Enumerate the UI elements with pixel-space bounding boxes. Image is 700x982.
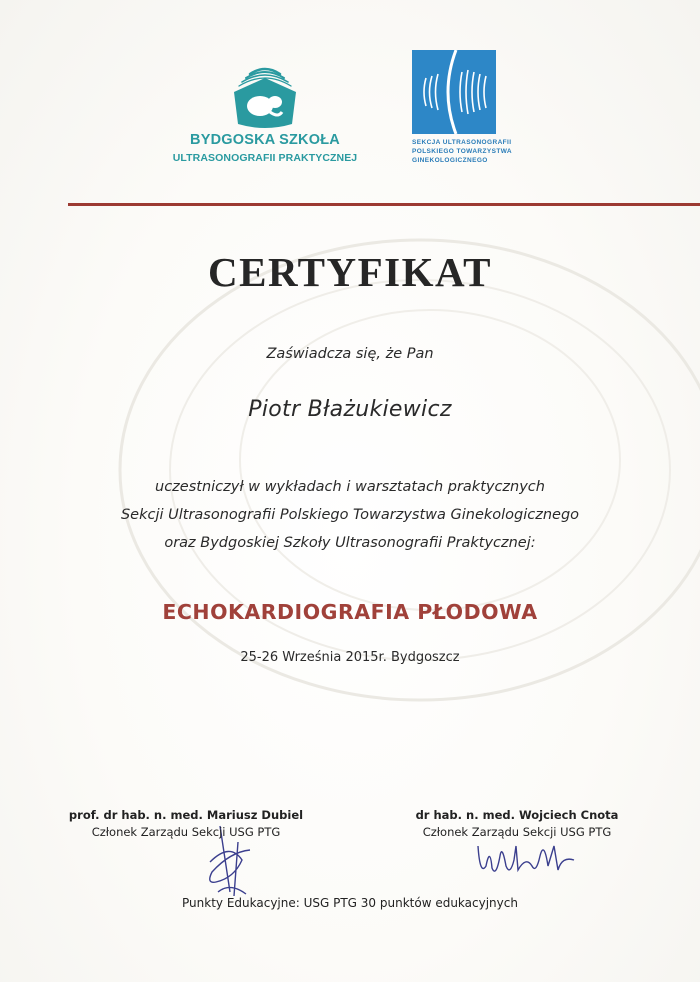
logo-subtitle: ULTRASONOGRAFII PRAKTYCZNEJ (172, 152, 358, 164)
logo-title: BYDGOSKA SZKOŁA (190, 132, 340, 148)
logo-text-line1: SEKCJA ULTRASONOGRAFII (412, 139, 512, 146)
date-place: 25-26 Września 2015r. Bydgoszcz (240, 650, 460, 665)
description-line-2: Sekcji Ultrasonografii Polskiego Towarzystwa Ginekologicznego (120, 507, 580, 523)
signatory-role: Członek Zarządu Sekcji USG PTG (422, 825, 612, 839)
logo-text-line3: GINEKOLOGICZNEGO (412, 157, 488, 164)
logo-text-line2: POLSKIEGO TOWARZYSTWA (412, 148, 513, 155)
recipient-name: Piotr Błażukiewicz (248, 397, 452, 422)
ultrasound-waves-logo-icon (412, 50, 496, 134)
signatory-role: Członek Zarządu Sekcji USG PTG (91, 825, 281, 839)
certificate-title: CERTYFIKAT (208, 249, 492, 295)
description-line-3: oraz Bydgoskiej Szkoły Ultrasonografii Praktycznej: (164, 535, 536, 551)
signatory-name: prof. dr hab. n. med. Mariusz Dubiel (68, 808, 304, 822)
description-line-1: uczestniczył w wykładach i warsztatach praktycznych (155, 479, 545, 495)
bydgoska-szkola-logo (165, 62, 365, 182)
ultrasound-fetus-logo-icon (220, 62, 310, 132)
logo-text (412, 138, 512, 165)
header-divider (68, 203, 700, 206)
signatory-left (66, 808, 306, 839)
education-points: Punkty Edukacyjne: USG PTG 30 punktów edukacyjnych (182, 896, 518, 910)
course-title: ECHOKARDIOGRAFIA PŁODOWA (162, 600, 538, 624)
signatory-right (412, 808, 622, 839)
signatory-name: dr hab. n. med. Wojciech Cnota (415, 808, 619, 822)
intro-text: Zaświadcza się, że Pan (266, 346, 434, 362)
sekcja-usg-ptg-logo (412, 50, 522, 180)
